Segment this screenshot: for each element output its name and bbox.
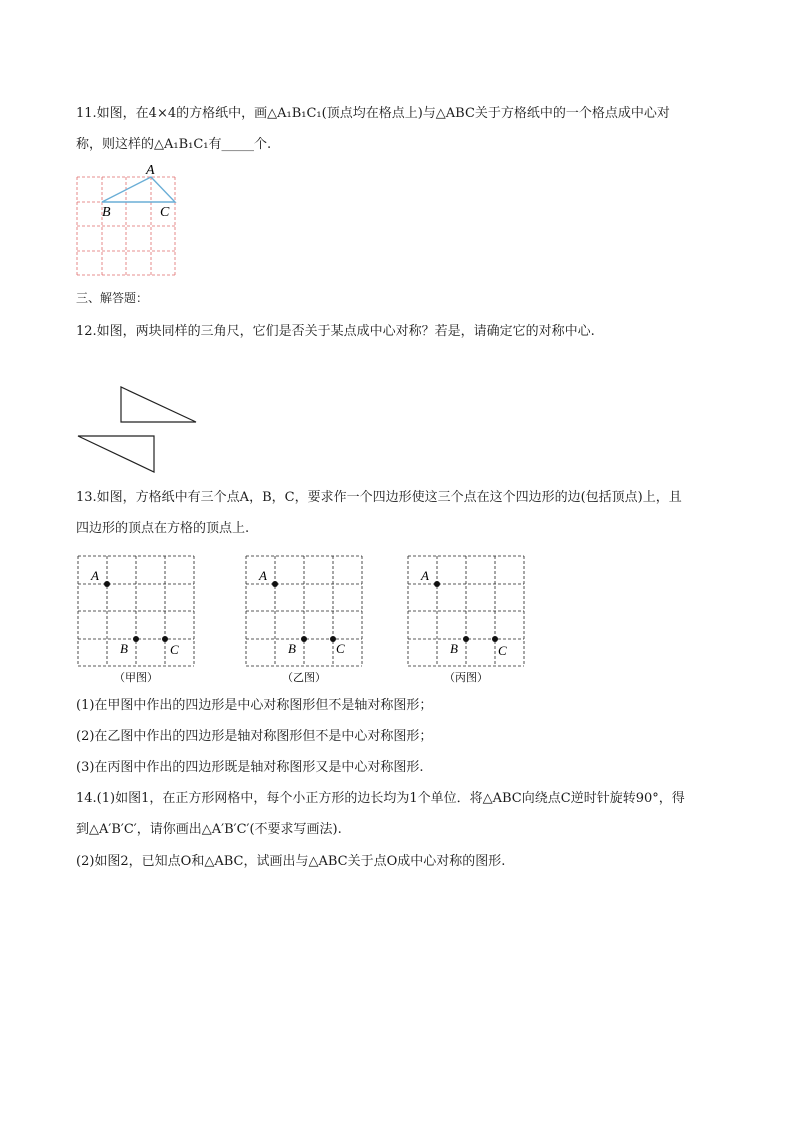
q11-line2: 称，则这样的△A₁B₁C₁有_____个. — [76, 137, 272, 152]
q13-figure-bing — [406, 553, 530, 688]
q13-yi-point-b — [301, 636, 307, 642]
q13-jia-label-a: A — [91, 568, 99, 583]
q13-jia-label-c: C — [170, 642, 179, 657]
q11-label-c: C — [160, 205, 170, 220]
q13-bing-label-a: A — [421, 568, 429, 583]
q14-line2: 到△A′B′C′，请你画出△A′B′C′(不要求写画法). — [76, 822, 342, 837]
q13-yi-label-b: B — [288, 641, 296, 656]
q13-yi-point-a — [272, 581, 278, 587]
q13-bing-point-a — [434, 581, 440, 587]
q11-triangle-abc — [102, 177, 175, 202]
q13-yi-label-c: C — [336, 641, 345, 656]
q13-figure-yi — [244, 553, 368, 688]
q13-part3: (3)在丙图中作出的四边形既是轴对称图形又是中心对称图形. — [76, 760, 424, 775]
q13-line2: 四边形的顶点在方格的顶点上. — [76, 521, 250, 536]
q13-figure-jia — [76, 553, 200, 688]
q11-label-b: B — [102, 205, 111, 220]
q11-grid — [77, 177, 175, 275]
q14-line1: 14.(1)如图1，在正方形网格中，每个小正方形的边长均为1个单位．将△ABC向绕点C逆时针旋转90°，得 — [76, 791, 685, 806]
q13-bing-label-b: B — [450, 641, 458, 656]
q13-bing-label-c: C — [498, 643, 507, 658]
q13-bing-point-c — [492, 636, 498, 642]
q13-jia-point-b — [133, 636, 139, 642]
q13-part2: (2)在乙图中作出的四边形是轴对称图形但不是中心对称图形； — [76, 729, 433, 744]
q13-line1: 13.如图，方格纸中有三个点A，B，C，要求作一个四边形使这三个点在这个四边形的边(包括顶点)上，且 — [76, 490, 682, 505]
q13-jia-caption: （甲图） — [114, 672, 158, 684]
q13-jia-point-c — [162, 636, 168, 642]
q11-line1: 11.如图，在4×4的方格纸中，画△A₁B₁C₁(顶点均在格点上)与△ABC关于方格纸中的一个格点成中心对 — [76, 106, 670, 121]
q13-bing-caption: （丙图） — [444, 672, 488, 684]
q12-text: 12.如图，两块同样的三角尺，它们是否关于某点成中心对称？若是，请确定它的对称中心. — [76, 324, 595, 339]
q14-line3: (2)如图2，已知点O和△ABC，试画出与△ABC关于点O成中心对称的图形. — [76, 854, 506, 869]
q13-jia-label-b: B — [120, 641, 128, 656]
q12-upper-triangle — [121, 387, 196, 422]
q13-part1: (1)在甲图中作出的四边形是中心对称图形但不是轴对称图形； — [76, 698, 433, 713]
q13-jia-point-a — [104, 581, 110, 587]
q13-bing-point-b — [463, 636, 469, 642]
section-heading: 三、解答题： — [76, 291, 149, 305]
q13-yi-label-a: A — [259, 568, 267, 583]
q13-yi-caption: （乙图） — [282, 672, 326, 684]
q11-grid-figure — [72, 160, 182, 280]
q12-lower-triangle — [78, 436, 154, 472]
q12-triangles-figure — [72, 380, 202, 480]
q11-label-a: A — [146, 163, 155, 178]
